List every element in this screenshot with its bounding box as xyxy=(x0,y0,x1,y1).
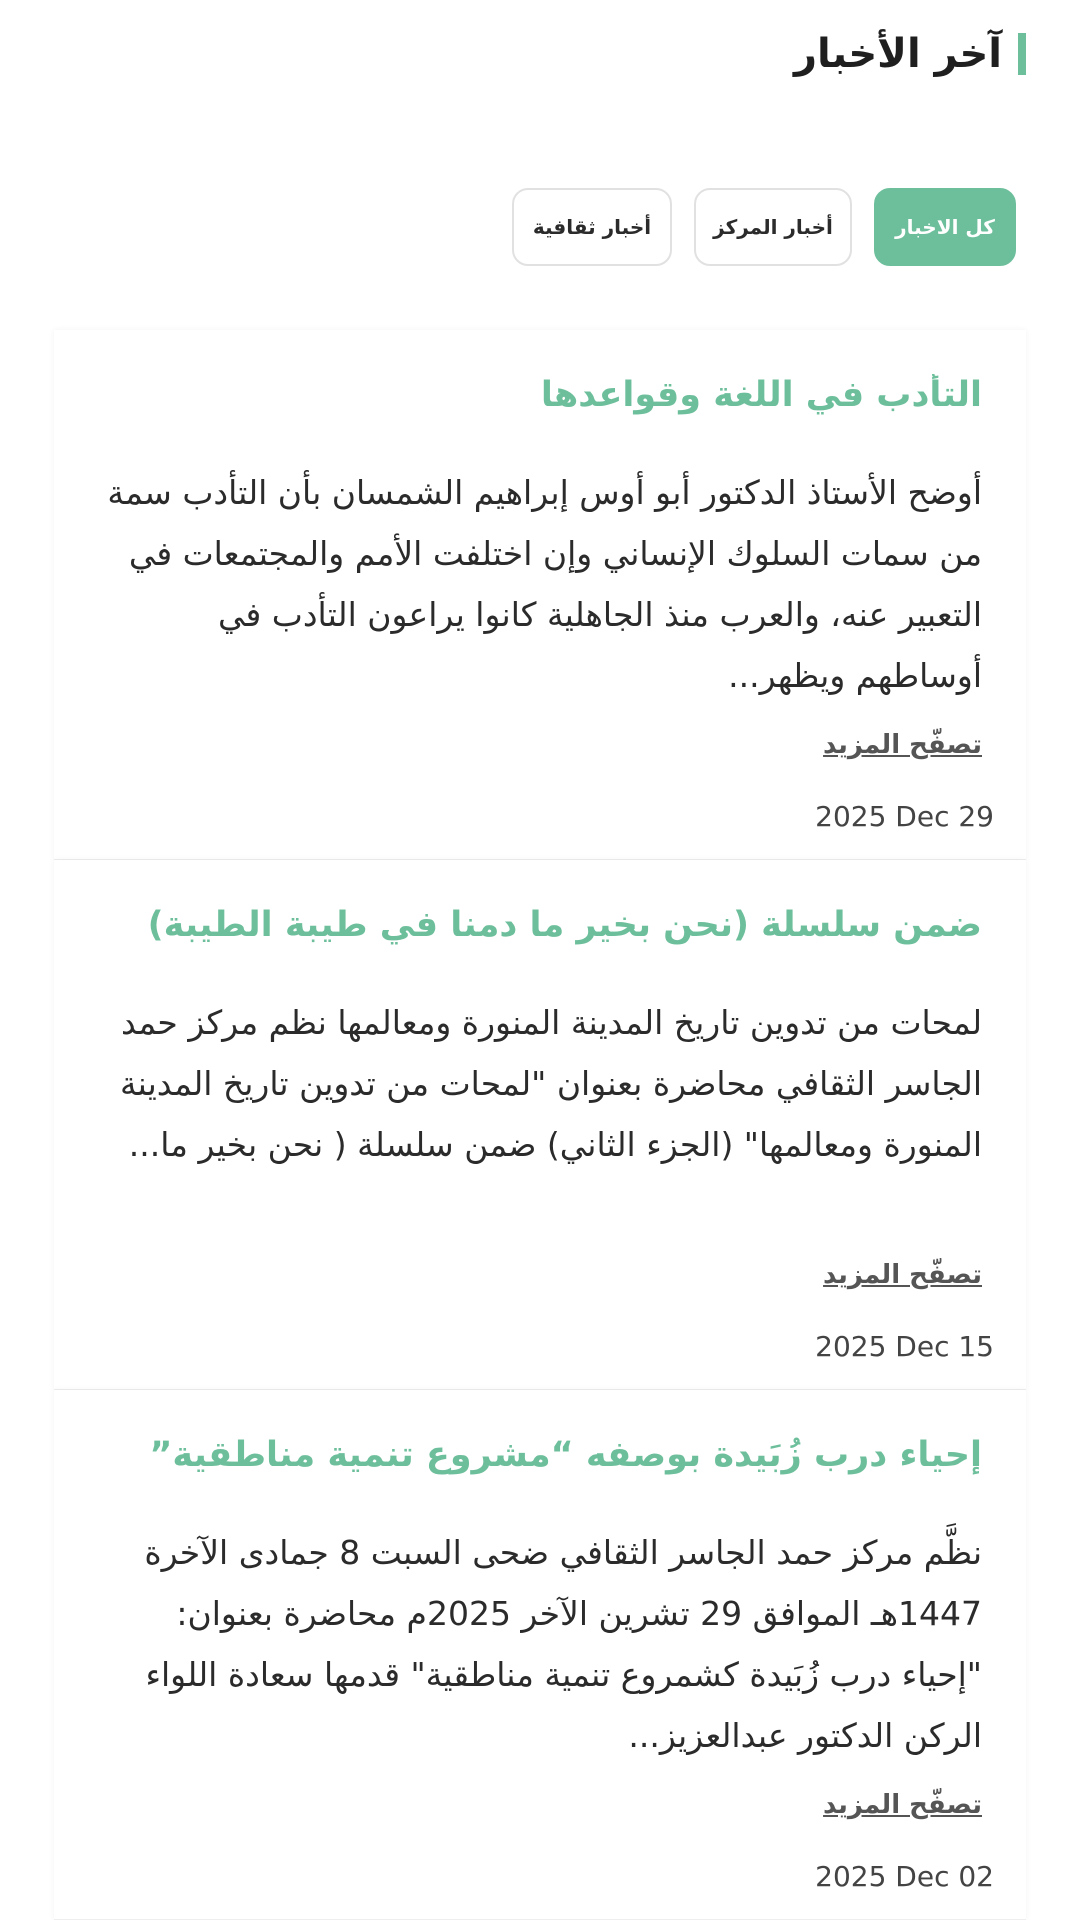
news-title[interactable]: ضمن سلسلة (نحن بخير ما دمنا في طيبة الطيبة) xyxy=(147,905,982,945)
news-excerpt: أوضح الأستاذ الدكتور أبو أوس إبراهيم الشمسان بأن التأدب سمة من سمات السلوك الإنساني وإن اختلفت الأمم والمجتمعات في التعبير عنه، والعرب منذ الجاهلية كانوا يراعون التأدب في أوساطهم ويظهر... xyxy=(107,473,982,695)
news-card xyxy=(54,330,1026,860)
news-excerpt: نظَّم مركز حمد الجاسر الثقافي ضحى السبت 8 جمادى الآخرة 1447هـ الموافق 29 تشرين الآخر 2025م محاضرة بعنوان: "إحياء درب زُبَيدة كشمروع تنمية مناطقية" قدمها سعادة اللواء الركن الدكتور عبدالعزيز... xyxy=(144,1533,982,1755)
read-more-link[interactable]: تصفّح المزيد xyxy=(823,1790,982,1820)
read-more-link[interactable]: تصفّح المزيد xyxy=(823,1260,982,1290)
news-list xyxy=(54,330,1026,1920)
news-card xyxy=(54,860,1026,1390)
tab-cultural-news[interactable]: أخبار ثقافية xyxy=(512,188,672,266)
news-card xyxy=(54,1390,1026,1920)
section-title: آخر الأخبار xyxy=(793,31,1002,77)
news-date: 2025 Dec 02 xyxy=(815,1860,994,1893)
read-more-link[interactable]: تصفّح المزيد xyxy=(823,730,982,760)
tab-center-news[interactable]: أخبار المركز xyxy=(694,188,852,266)
news-date: 2025 Dec 29 xyxy=(815,800,994,833)
news-excerpt: لمحات من تدوين تاريخ المدينة المنورة ومعالمها نظم مركز حمد الجاسر الثقافي محاضرة بعنوان "لمحات من تدوين تاريخ المدينة المنورة ومعالمها" (الجزء الثاني) ضمن سلسلة ( نحن بخير ما... xyxy=(119,1003,982,1164)
news-filter-tabs xyxy=(512,188,1016,266)
news-title[interactable]: التأدب في اللغة وقواعدها xyxy=(540,375,982,415)
news-date: 2025 Dec 15 xyxy=(815,1330,994,1363)
section-header xyxy=(794,30,1026,78)
title-accent-bar xyxy=(1018,33,1026,75)
tab-all-news[interactable]: كل الاخبار xyxy=(874,188,1016,266)
news-title[interactable]: إحياء درب زُبَيدة بوصفه “مشروع تنمية مناطقية” xyxy=(149,1435,982,1475)
